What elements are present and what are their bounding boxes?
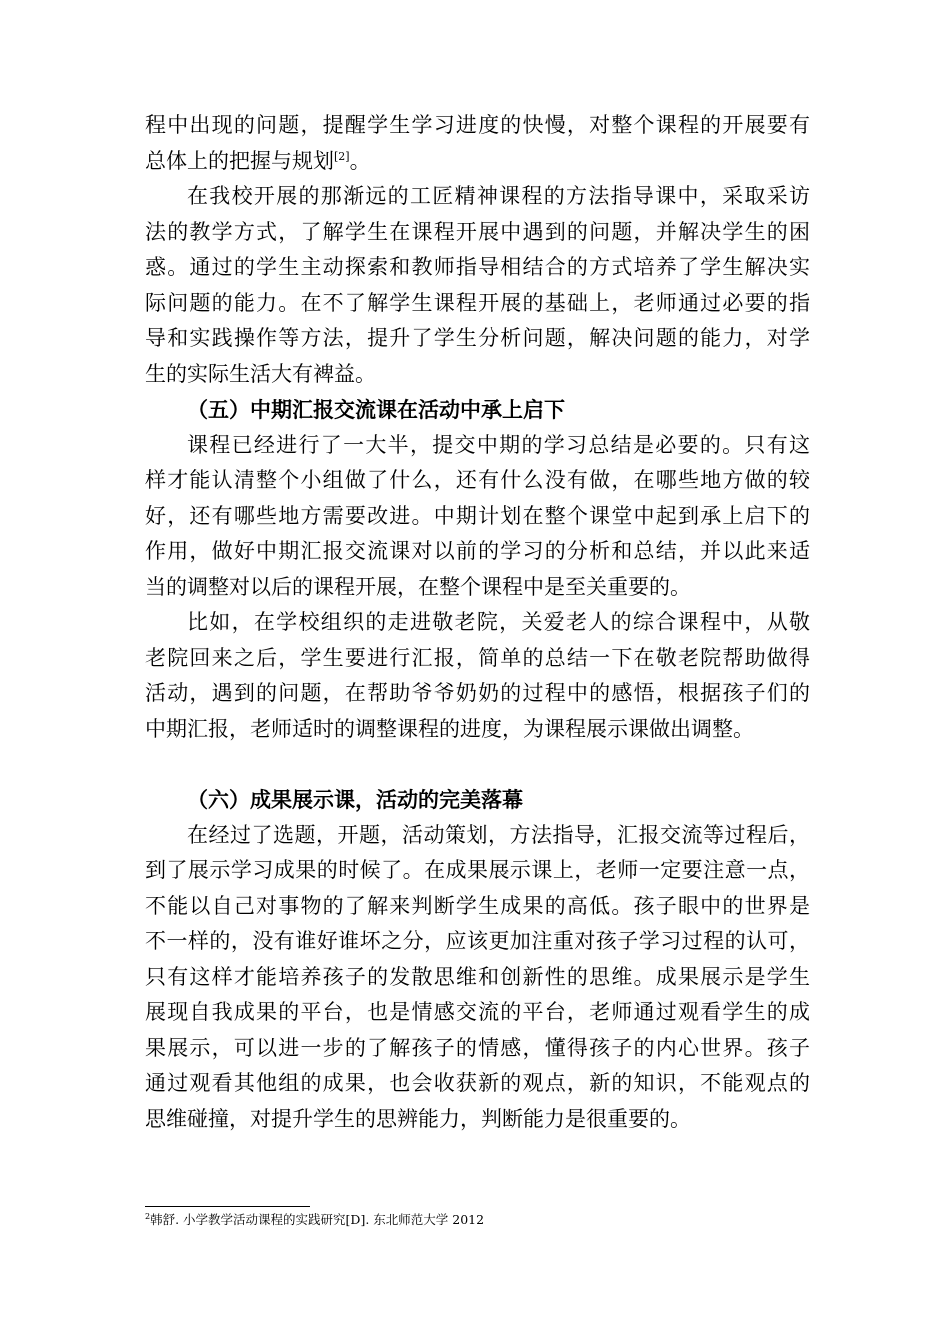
text-line: 到了展示学习成果的时候了。在成果展示课上，老师一定要注意一点， — [145, 858, 810, 882]
document-body — [145, 108, 810, 1137]
text-line: 导和实践操作等方法，提升了学生分析问题，解决问题的能力，对学 — [145, 326, 810, 350]
text-line: 法的教学方式，了解学生在课程开展中遇到的问题，并解决学生的困 — [145, 219, 810, 244]
text-line: 惑。通过的学生主动探索和教师指导相结合的方式培养了学生解决实 — [145, 255, 810, 279]
text-line — [145, 144, 810, 180]
paragraph-method-guidance — [145, 179, 810, 392]
text-span: 总体上的把握与规划 — [145, 148, 334, 173]
text-line: 思维碰撞，对提升学生的思辨能力，判断能力是很重要的。 — [145, 1106, 691, 1131]
paragraph-midterm-report — [145, 428, 810, 606]
text-line: 作用，做好中期汇报交流课对以前的学习的分析和总结，并以此来适 — [145, 539, 810, 563]
text-line: 老院回来之后，学生要进行汇报，简单的总结一下在敬老院帮助做得 — [145, 645, 810, 670]
blank-line — [145, 747, 810, 782]
text-line: 程中出现的问题，提醒学生学习进度的快慢，对整个课程的开展要有 — [145, 113, 810, 137]
footnote-mark: 2 — [145, 1211, 151, 1221]
footnote-text: 韩舒. 小学教学活动课程的实践研究[D]. 东北师范大学 2012 — [150, 1212, 485, 1227]
text-span: 。 — [349, 148, 371, 173]
text-line: 果展示，可以进一步的了解孩子的情感，懂得孩子的内心世界。孩子 — [145, 1035, 810, 1060]
text-line: 课程已经进行了一大半，提交中期的学习总结是必要的。只有这 — [187, 432, 810, 457]
paragraph-continuation — [145, 108, 810, 179]
text-line: 际问题的能力。在不了解学生课程开展的基础上，老师通过必要的指 — [145, 290, 810, 315]
text-line: 展现自我成果的平台，也是情感交流的平台，老师通过观看学生的成 — [145, 1000, 810, 1024]
text-line: 不能以自己对事物的了解来判断学生成果的高低。孩子眼中的世界是 — [145, 893, 810, 918]
footnote — [145, 1212, 484, 1228]
paragraph-example-nursing-home — [145, 605, 810, 747]
text-line: 好，还有哪些地方需要改进。中期计划在整个课堂中起到承上启下的 — [145, 503, 810, 528]
footnote-separator — [145, 1206, 310, 1207]
text-line: 活动，遇到的问题，在帮助爷爷奶奶的过程中的感悟，根据孩子们的 — [145, 681, 810, 705]
text-line: 中期汇报，老师适时的调整课程的进度，为课程展示课做出调整。 — [145, 716, 754, 741]
citation-ref: [2] — [334, 149, 350, 163]
text-line: 不一样的，没有谁好谁坏之分，应该更加注重对孩子学习过程的认可， — [145, 929, 810, 953]
text-line: 生的实际生活大有裨益。 — [145, 361, 376, 386]
text-line: 在经过了选题，开题，活动策划，方法指导，汇报交流等过程后， — [187, 822, 810, 847]
section-heading-5: （五）中期汇报交流课在活动中承上启下 — [187, 397, 565, 422]
text-line: 只有这样才能培养孩子的发散思维和创新性的思维。成果展示是学生 — [145, 964, 810, 989]
text-line: 比如，在学校组织的走进敬老院，关爱老人的综合课程中，从敬 — [187, 610, 810, 634]
paragraph-results-showcase — [145, 818, 810, 1138]
text-line: 样才能认清整个小组做了什么，还有什么没有做，在哪些地方做的较 — [145, 468, 810, 492]
section-heading-6: （六）成果展示课，活动的完美落幕 — [187, 787, 523, 812]
text-line: 在我校开展的那渐远的工匠精神课程的方法指导课中，采取采访 — [187, 184, 810, 208]
text-line: 当的调整对以后的课程开展，在整个课程中是至关重要的。 — [145, 574, 691, 599]
text-line: 通过观看其他组的成果，也会收获新的观点，新的知识，不能观点的 — [145, 1071, 810, 1095]
